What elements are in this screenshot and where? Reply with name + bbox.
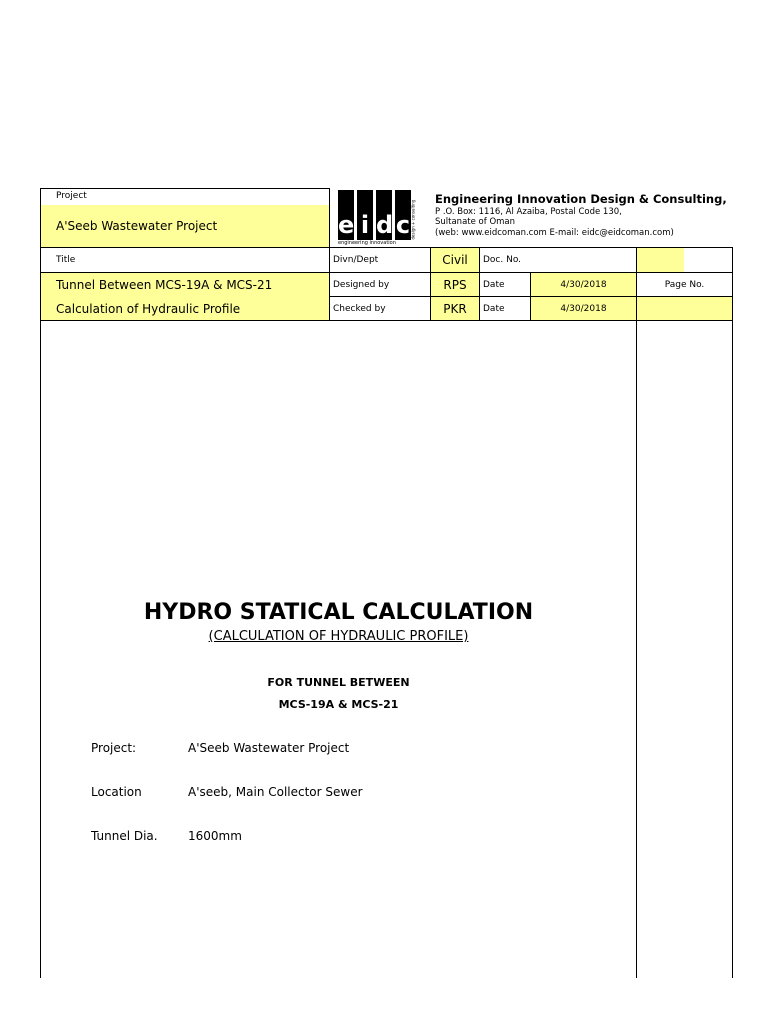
frame-line [40, 188, 41, 978]
page-label: Page No. [664, 279, 705, 290]
frame-line [732, 247, 733, 978]
logo-letter: c [395, 211, 411, 239]
field-value: A'seeb, Main Collector Sewer [188, 785, 363, 799]
field-label: Project: [91, 741, 137, 755]
frame-line [41, 188, 329, 189]
logo-letter: i [360, 211, 370, 239]
designed-label: Designed by [333, 279, 390, 290]
checked-value: PKR [443, 301, 467, 316]
title-line-1: Tunnel Between MCS-19A & MCS-21 [56, 277, 273, 292]
divn-label: Divn/Dept [333, 255, 379, 265]
checked-label: Checked by [333, 303, 386, 314]
frame-line [41, 247, 733, 248]
frame-line [636, 247, 637, 978]
field-label: Tunnel Dia. [91, 829, 158, 843]
date-label: Date [483, 303, 505, 314]
logo-side-text: design + consulting [410, 199, 416, 240]
logo-tagline: engineering innovation [338, 240, 396, 246]
frame-line [479, 247, 480, 321]
eidc-logo [336, 190, 420, 246]
logo-letter: e [338, 211, 355, 239]
divn-value: Civil [442, 253, 468, 267]
title-label: Title [56, 255, 76, 265]
date-label: Date [483, 279, 505, 290]
frame-line [41, 320, 733, 321]
project-value: A'Seeb Wastewater Project [56, 219, 218, 233]
field-value: A'Seeb Wastewater Project [188, 741, 350, 755]
frame-line [329, 188, 330, 321]
company-address: P .O. Box: 1116, Al Azaiba, Postal Code 130, [435, 207, 622, 217]
designed-date: 4/30/2018 [560, 279, 607, 290]
for-line-2: MCS-19A & MCS-21 [278, 698, 399, 711]
company-contact: (web: www.eidcoman.com E-mail: eidc@eidcoman.com) [435, 228, 674, 238]
logo-letter: d [376, 211, 394, 239]
designed-value: RPS [443, 277, 467, 292]
project-label: Project [56, 191, 87, 201]
field-label: Location [91, 785, 142, 799]
checked-date: 4/30/2018 [560, 303, 607, 314]
field-value: 1600mm [188, 829, 242, 843]
page-subtitle [41, 629, 636, 644]
page-title: HYDRO STATICAL CALCULATION [143, 600, 534, 625]
doc-label: Doc. No. [483, 255, 522, 265]
title-line-2: Calculation of Hydraulic Profile [56, 301, 241, 316]
company-country: Sultanate of Oman [435, 217, 516, 227]
company-name: Engineering Innovation Design & Consulting, [435, 192, 727, 206]
page-subtitle-text: (CALCULATION OF HYDRAULIC PROFILE) [208, 629, 469, 644]
for-line-1: FOR TUNNEL BETWEEN [267, 676, 410, 689]
